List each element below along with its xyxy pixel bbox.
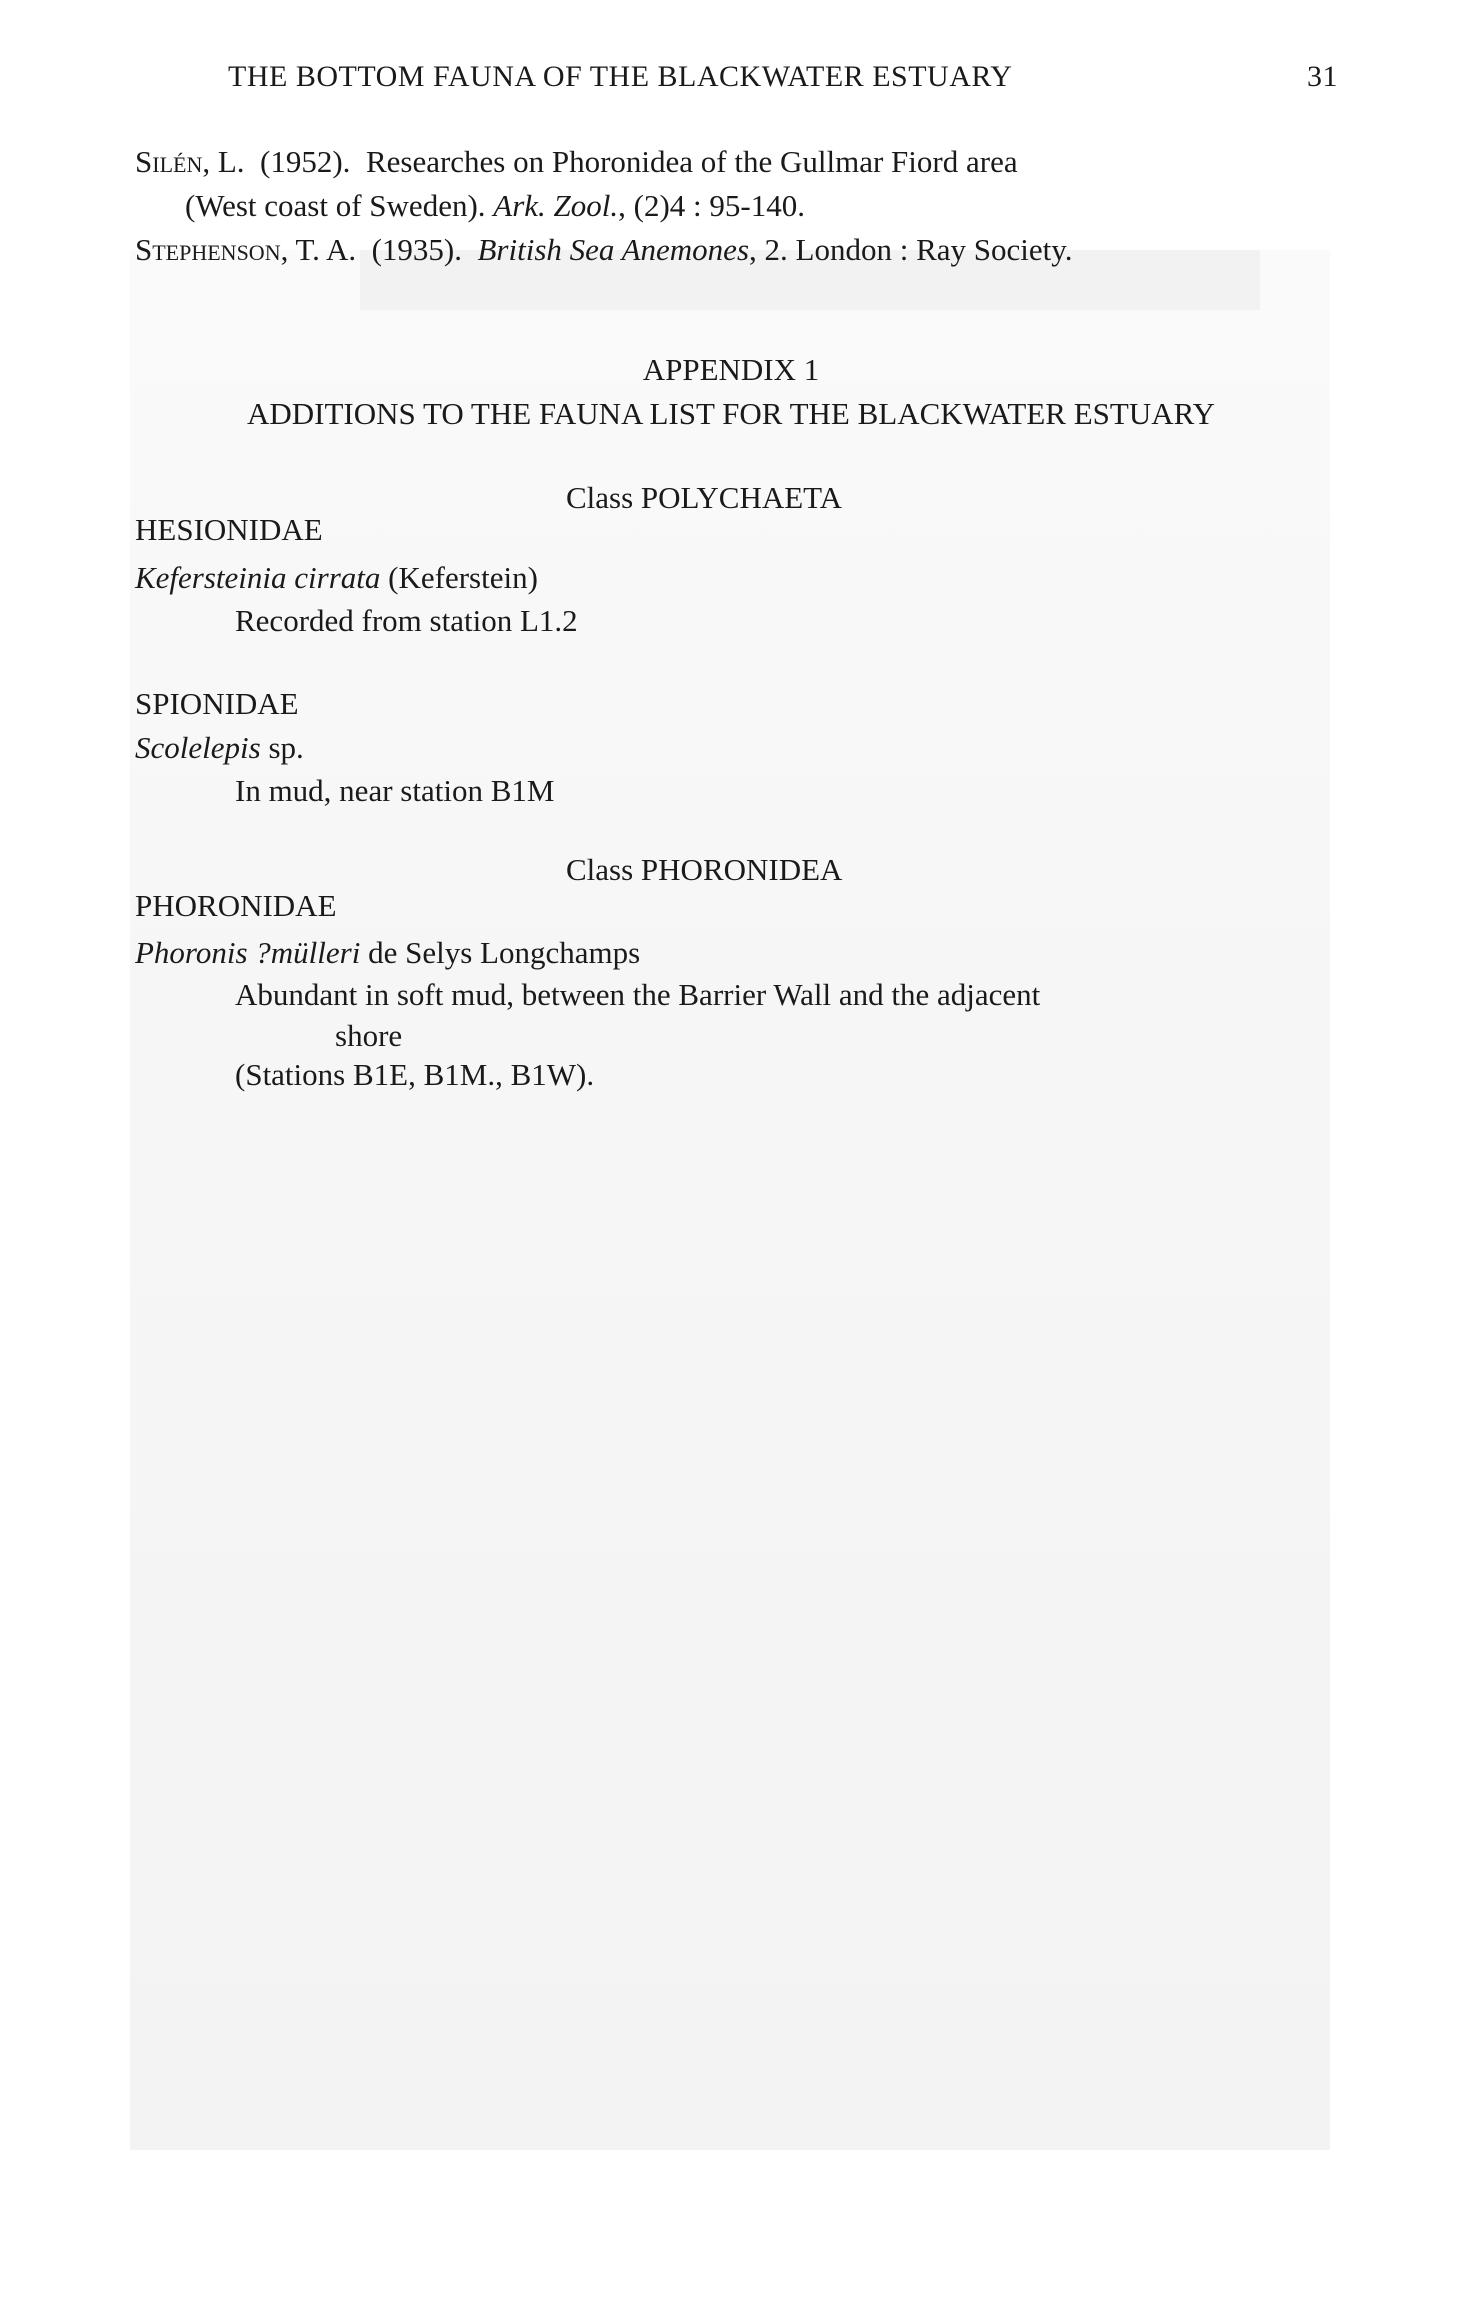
- species-line: [135, 730, 304, 766]
- reference-author: Silén, L.: [135, 144, 245, 179]
- species-authority: de Selys Longchamps: [360, 935, 641, 970]
- family-name: PHORONIDAE: [135, 888, 337, 923]
- reference-year: (1952).: [260, 144, 351, 179]
- class-heading: Class PHORONIDEA: [566, 852, 843, 887]
- reference-title: Researches on Phoronidea of the Gullmar Fiord area: [365, 144, 1018, 179]
- station-list: (Stations B1E, B1M., B1W).: [235, 1057, 595, 1092]
- species-line: [135, 935, 640, 971]
- species-note: Abundant in soft mud, between the Barrier Wall and the adjacent: [235, 977, 1041, 1012]
- running-title: THE BOTTOM FAUNA OF THE BLACKWATER ESTUARY: [228, 60, 1013, 93]
- reference-continuation: (West coast of Sweden). Ark. Zool., (2)4 : 95-140.: [185, 188, 805, 223]
- reference-book-title: British Sea Anemones: [477, 232, 750, 267]
- species-note: Recorded from station L1.2: [235, 603, 578, 638]
- reference-silen: [135, 140, 1345, 228]
- journal-name: Ark. Zool.: [493, 188, 619, 223]
- species-name: Kefersteinia cirrata: [135, 560, 381, 595]
- species-authority: (Keferstein): [380, 560, 538, 595]
- class-heading: Class POLYCHAETA: [566, 480, 843, 515]
- reference-stephenson: [135, 228, 1345, 272]
- appendix-subheading: ADDITIONS TO THE FAUNA LIST FOR THE BLACKWATER ESTUARY: [247, 396, 1215, 431]
- species-name: Phoronis ?mülleri: [135, 935, 361, 970]
- family-name: SPIONIDAE: [135, 686, 299, 721]
- reference-year: (1935).: [371, 232, 462, 267]
- species-name: Scolelepis: [135, 730, 261, 765]
- appendix-heading: APPENDIX 1: [642, 352, 820, 387]
- species-note-continuation: shore: [335, 1018, 403, 1053]
- species-line: [135, 560, 538, 596]
- family-name: HESIONIDAE: [135, 512, 323, 547]
- species-note: In mud, near station B1M: [235, 773, 555, 808]
- species-authority: sp.: [260, 730, 304, 765]
- reference-publisher: , 2. London : Ray Society.: [749, 232, 1073, 267]
- page-number: 31: [1307, 60, 1338, 93]
- reference-author: Stephenson, T. A.: [135, 232, 357, 267]
